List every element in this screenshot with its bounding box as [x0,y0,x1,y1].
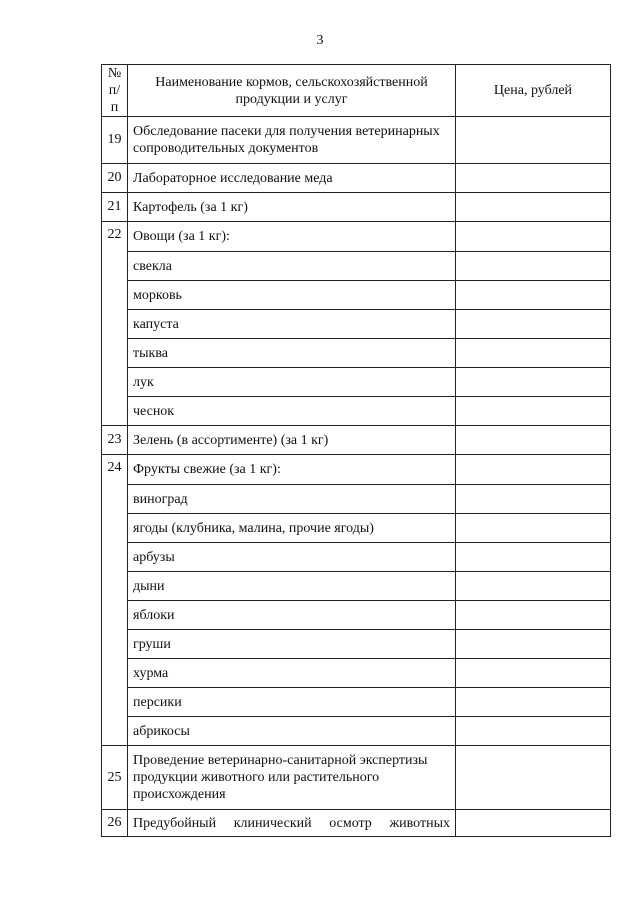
price-cell [456,397,611,426]
row-name: капуста [128,310,456,339]
row-name: морковь [128,281,456,310]
price-cell [456,455,611,485]
table-row [102,717,611,746]
price-cell [456,717,611,746]
price-cell [456,252,611,281]
table-row [102,746,611,810]
price-cell [456,514,611,543]
price-cell [456,630,611,659]
price-cell [456,688,611,717]
table-row [102,455,611,485]
row-name: Фрукты свежие (за 1 кг): [128,455,456,485]
table-row [102,397,611,426]
row-name: Проведение ветеринарно-санитарной экспертизы продукции животного или растительного происхождения [128,746,456,810]
row-name: Зелень (в ассортименте) (за 1 кг) [128,426,456,455]
header-number: № п/п [102,65,128,117]
table-row [102,310,611,339]
table-row [102,688,611,717]
table-row [102,426,611,455]
table-row [102,810,611,837]
row-number: 23 [102,426,128,455]
row-name: дыни [128,572,456,601]
table-row [102,281,611,310]
row-number: 24 [102,455,128,746]
price-cell [456,601,611,630]
price-cell [456,426,611,455]
row-name: Картофель (за 1 кг) [128,193,456,222]
table-row [102,543,611,572]
row-number: 21 [102,193,128,222]
row-number: 26 [102,810,128,837]
price-cell [456,659,611,688]
row-name: ягоды (клубника, малина, прочие ягоды) [128,514,456,543]
price-cell [456,193,611,222]
table-row [102,193,611,222]
row-name: груши [128,630,456,659]
table-row [102,659,611,688]
table-row [102,601,611,630]
table-row [102,222,611,252]
row-name: хурма [128,659,456,688]
price-cell [456,543,611,572]
row-number: 22 [102,222,128,426]
row-name: свекла [128,252,456,281]
price-cell [456,339,611,368]
price-cell [456,368,611,397]
row-name-text: Предубойный клинический осмотр животных [133,815,450,831]
price-cell [456,572,611,601]
row-name: чеснок [128,397,456,426]
row-name: тыква [128,339,456,368]
row-name: виноград [128,485,456,514]
table-row [102,339,611,368]
table-row [102,368,611,397]
row-name: Обследование пасеки для получения ветеринарных сопроводительных документов [128,117,456,164]
table-header-row [102,65,611,117]
page-number: 3 [316,33,324,48]
row-number: 25 [102,746,128,810]
price-cell [456,485,611,514]
table-row [102,630,611,659]
price-table [101,64,611,837]
row-name: абрикосы [128,717,456,746]
row-name: арбузы [128,543,456,572]
table-row [102,514,611,543]
table-row [102,164,611,193]
row-number: 19 [102,117,128,164]
table-row [102,117,611,164]
price-cell [456,281,611,310]
price-cell [456,746,611,810]
table-row [102,572,611,601]
row-name: лук [128,368,456,397]
price-cell [456,310,611,339]
row-name: персики [128,688,456,717]
price-cell [456,164,611,193]
row-name: Овощи (за 1 кг): [128,222,456,252]
table-row [102,485,611,514]
header-price: Цена, рублей [456,65,611,117]
table-row [102,252,611,281]
price-cell [456,117,611,164]
row-number: 20 [102,164,128,193]
price-cell [456,222,611,252]
price-cell [456,810,611,837]
row-name: яблоки [128,601,456,630]
header-name: Наименование кормов, сельскохозяйственной продукции и услуг [128,65,456,117]
row-name: Лабораторное исследование меда [128,164,456,193]
row-name [128,810,456,837]
